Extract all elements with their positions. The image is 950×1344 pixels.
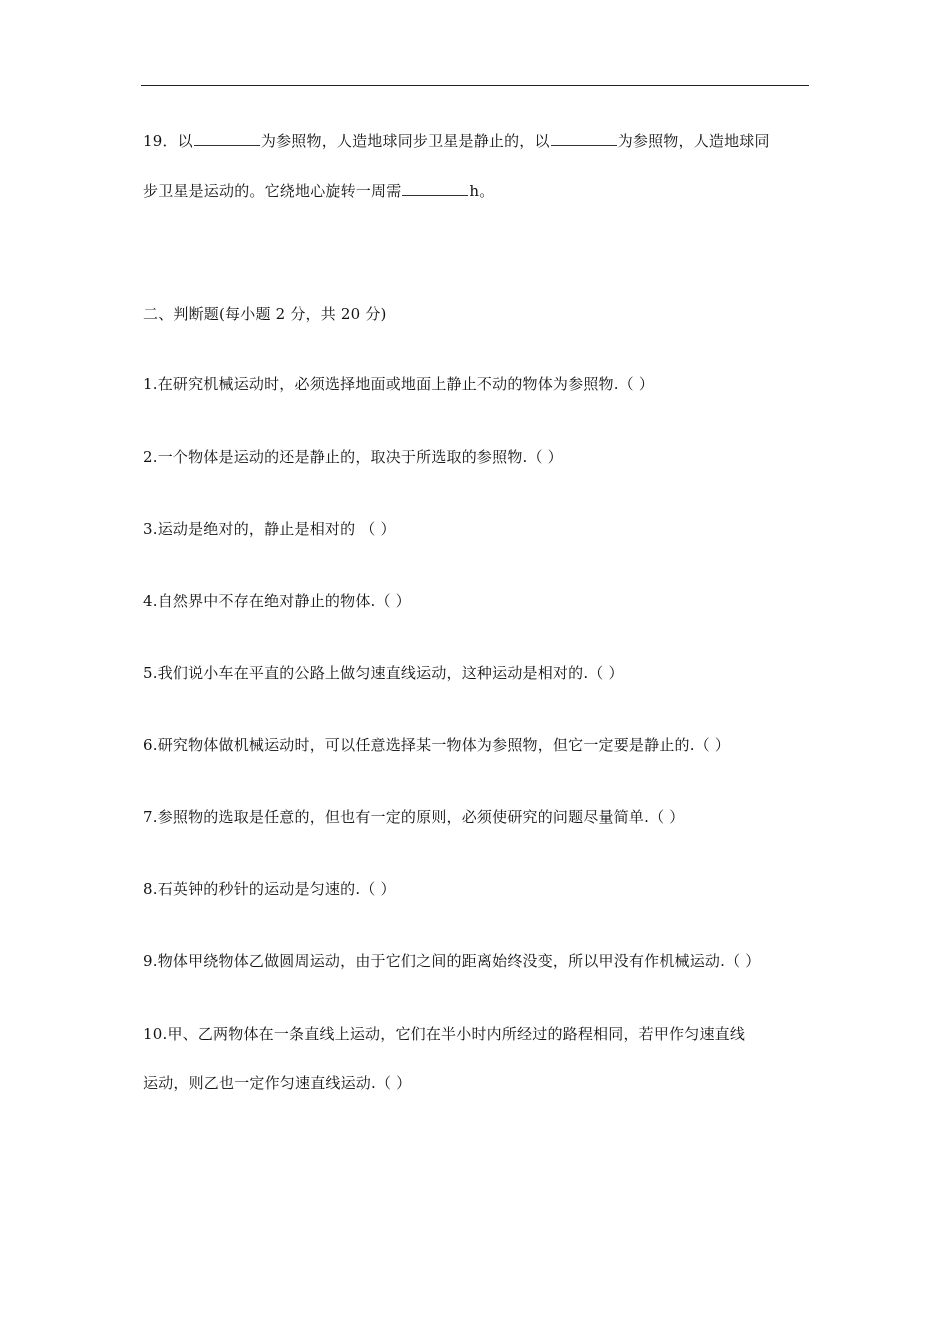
judge-item-2: 2.一个物体是运动的还是静止的，取决于所选取的参照物.（ ） xyxy=(143,448,563,466)
answer-blank-1[interactable] xyxy=(194,131,260,146)
judge-item-5: 5.我们说小车在平直的公路上做匀速直线运动，这种运动是相对的.（ ） xyxy=(143,664,624,682)
question-19-text-c: 为参照物，人造地球同 xyxy=(617,132,770,150)
question-19-text-b: 为参照物，人造地球同步卫星是静止的，以 xyxy=(260,132,550,150)
header-rule xyxy=(141,85,809,86)
judge-item-7: 7.参照物的选取是任意的，但也有一定的原则，必须使研究的问题尽量简单.（ ） xyxy=(143,808,685,826)
question-19-line-1 xyxy=(143,131,770,151)
answer-blank-3[interactable] xyxy=(402,181,468,196)
question-19-text-e: h。 xyxy=(469,182,495,200)
judge-item-10-line-1: 10.甲、乙两物体在一条直线上运动，它们在半小时内所经过的路程相同，若甲作匀速直线 xyxy=(143,1025,746,1043)
question-19-text-a: 19．以 xyxy=(143,132,193,150)
question-19-line-2 xyxy=(143,181,494,201)
section-title: 二、判断题(每小题 2 分，共 20 分) xyxy=(143,305,387,323)
judge-item-6: 6.研究物体做机械运动时，可以任意选择某一物体为参照物，但它一定要是静止的.（ ） xyxy=(143,736,731,754)
judge-item-1: 1.在研究机械运动时，必须选择地面或地面上静止不动的物体为参照物.（ ） xyxy=(143,375,655,393)
question-19-text-d: 步卫星是运动的。它绕地心旋转一周需 xyxy=(143,182,402,200)
judge-item-9: 9.物体甲绕物体乙做圆周运动，由于它们之间的距离始终没变，所以甲没有作机械运动.（ ） xyxy=(143,952,761,970)
judge-item-4: 4.自然界中不存在绝对静止的物体.（ ） xyxy=(143,592,411,610)
answer-blank-2[interactable] xyxy=(551,131,617,146)
judge-item-8: 8.石英钟的秒针的运动是匀速的.（ ） xyxy=(143,880,396,898)
judge-item-3: 3.运动是绝对的，静止是相对的 （ ） xyxy=(143,520,396,538)
judge-item-10-line-2: 运动，则乙也一定作匀速直线运动.（ ） xyxy=(143,1074,412,1092)
